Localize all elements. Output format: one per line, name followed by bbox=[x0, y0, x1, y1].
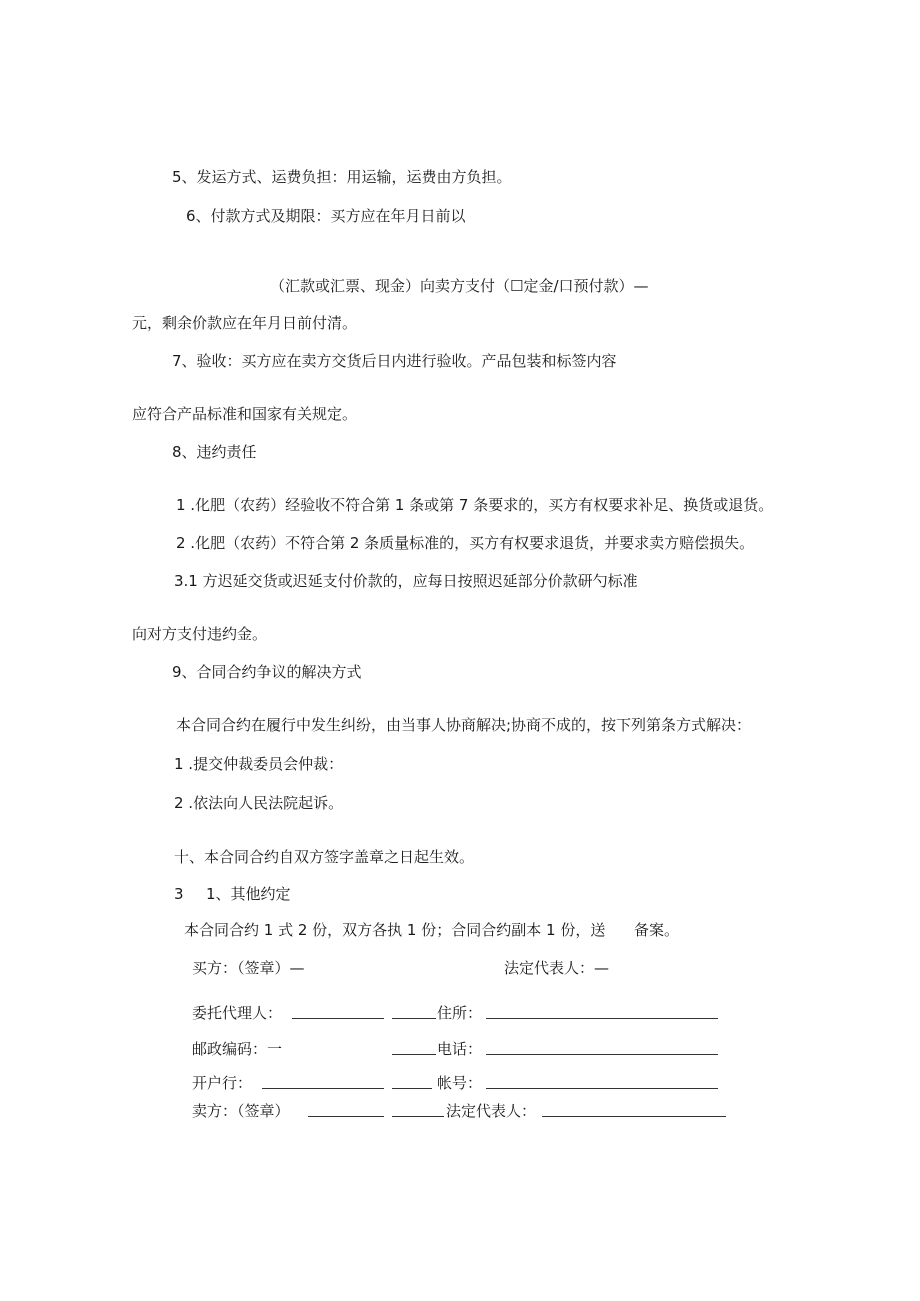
agent-blank[interactable] bbox=[292, 1004, 384, 1019]
postcode-blank[interactable] bbox=[392, 1040, 436, 1055]
account-label: 帐号： bbox=[437, 1074, 483, 1092]
agent-label: 委托代理人： bbox=[192, 1004, 283, 1022]
buyer-signature-label: 买方：（签章）— bbox=[192, 959, 305, 977]
clause-8-item-2: 2 .化肥（农药）不符合第 2 条质量标准的，买方有权要求退货，并要求卖方赔偿损失。 bbox=[176, 534, 755, 552]
clause-9-heading: 9、合同合约争议的解决方式 bbox=[172, 663, 362, 681]
agent-blank-2[interactable] bbox=[392, 1004, 436, 1019]
clause-8-heading: 8、违约责任 bbox=[172, 443, 257, 461]
clause-7: 7、验收：买方应在卖方交货后日内进行验收。产品包装和标签内容 bbox=[172, 352, 617, 370]
clause-11-number: 3 bbox=[174, 885, 184, 903]
clause-11-body: 本合同合约 1 式 2 份，双方各执 1 份；合同合约副本 1 份，送 bbox=[184, 921, 606, 939]
bank-blank[interactable] bbox=[262, 1074, 384, 1089]
buyer-legal-rep-label: 法定代表人：— bbox=[504, 959, 610, 977]
phone-blank[interactable] bbox=[486, 1040, 718, 1055]
clause-8-item-3-continuation: 向对方支付违约金。 bbox=[132, 625, 268, 643]
address-label: 住所： bbox=[437, 1004, 483, 1022]
clause-10: 十、本合同合约自双方签字盖章之日起生效。 bbox=[174, 848, 475, 866]
bank-label: 开户行： bbox=[192, 1074, 253, 1092]
clause-9-body: 本合同合约在履行中发生纠纷，由当事人协商解决;协商不成的，按下列第条方式解决： bbox=[176, 716, 752, 734]
postcode-label: 邮政编码：一 bbox=[192, 1040, 283, 1058]
account-blank[interactable] bbox=[486, 1074, 718, 1089]
seller-blank[interactable] bbox=[308, 1102, 384, 1117]
clause-11-heading: 1、其他约定 bbox=[206, 885, 291, 903]
seller-blank-2[interactable] bbox=[392, 1102, 444, 1117]
clause-9-option-2: 2 .依法向人民法院起诉。 bbox=[174, 794, 344, 812]
clause-11-end: 备案。 bbox=[634, 921, 680, 939]
seller-legal-rep-blank[interactable] bbox=[542, 1102, 726, 1117]
clause-8-item-1: 1 .化肥（农药）经验收不符合第 1 条或第 7 条要求的，买方有权要求补足、换货或退货。 bbox=[176, 496, 774, 514]
clause-6-end: 元，剩余价款应在年月日前付清。 bbox=[132, 314, 358, 332]
seller-legal-rep-label: 法定代表人： bbox=[446, 1102, 537, 1120]
clause-6: 6、付款方式及期限：买方应在年月日前以 bbox=[186, 207, 466, 225]
bank-blank-2[interactable] bbox=[392, 1074, 432, 1089]
clause-9-option-1: 1 .提交仲裁委员会仲裁： bbox=[174, 755, 344, 773]
phone-label: 电话： bbox=[437, 1040, 483, 1058]
address-blank[interactable] bbox=[486, 1004, 718, 1019]
seller-signature-label: 卖方：（签章） bbox=[192, 1102, 290, 1120]
clause-5: 5、发运方式、运费负担：用运输，运费由方负担。 bbox=[172, 168, 512, 186]
clause-8-item-3: 3.1 方迟延交货或迟延支付价款的，应每日按照迟延部分价款研勺标准 bbox=[174, 572, 638, 590]
clause-6-continuation: （汇款或汇票、现金）向卖方支付（☐定金/口预付款）— bbox=[270, 277, 649, 295]
clause-7-continuation: 应符合产品标准和国家有关规定。 bbox=[132, 405, 358, 423]
